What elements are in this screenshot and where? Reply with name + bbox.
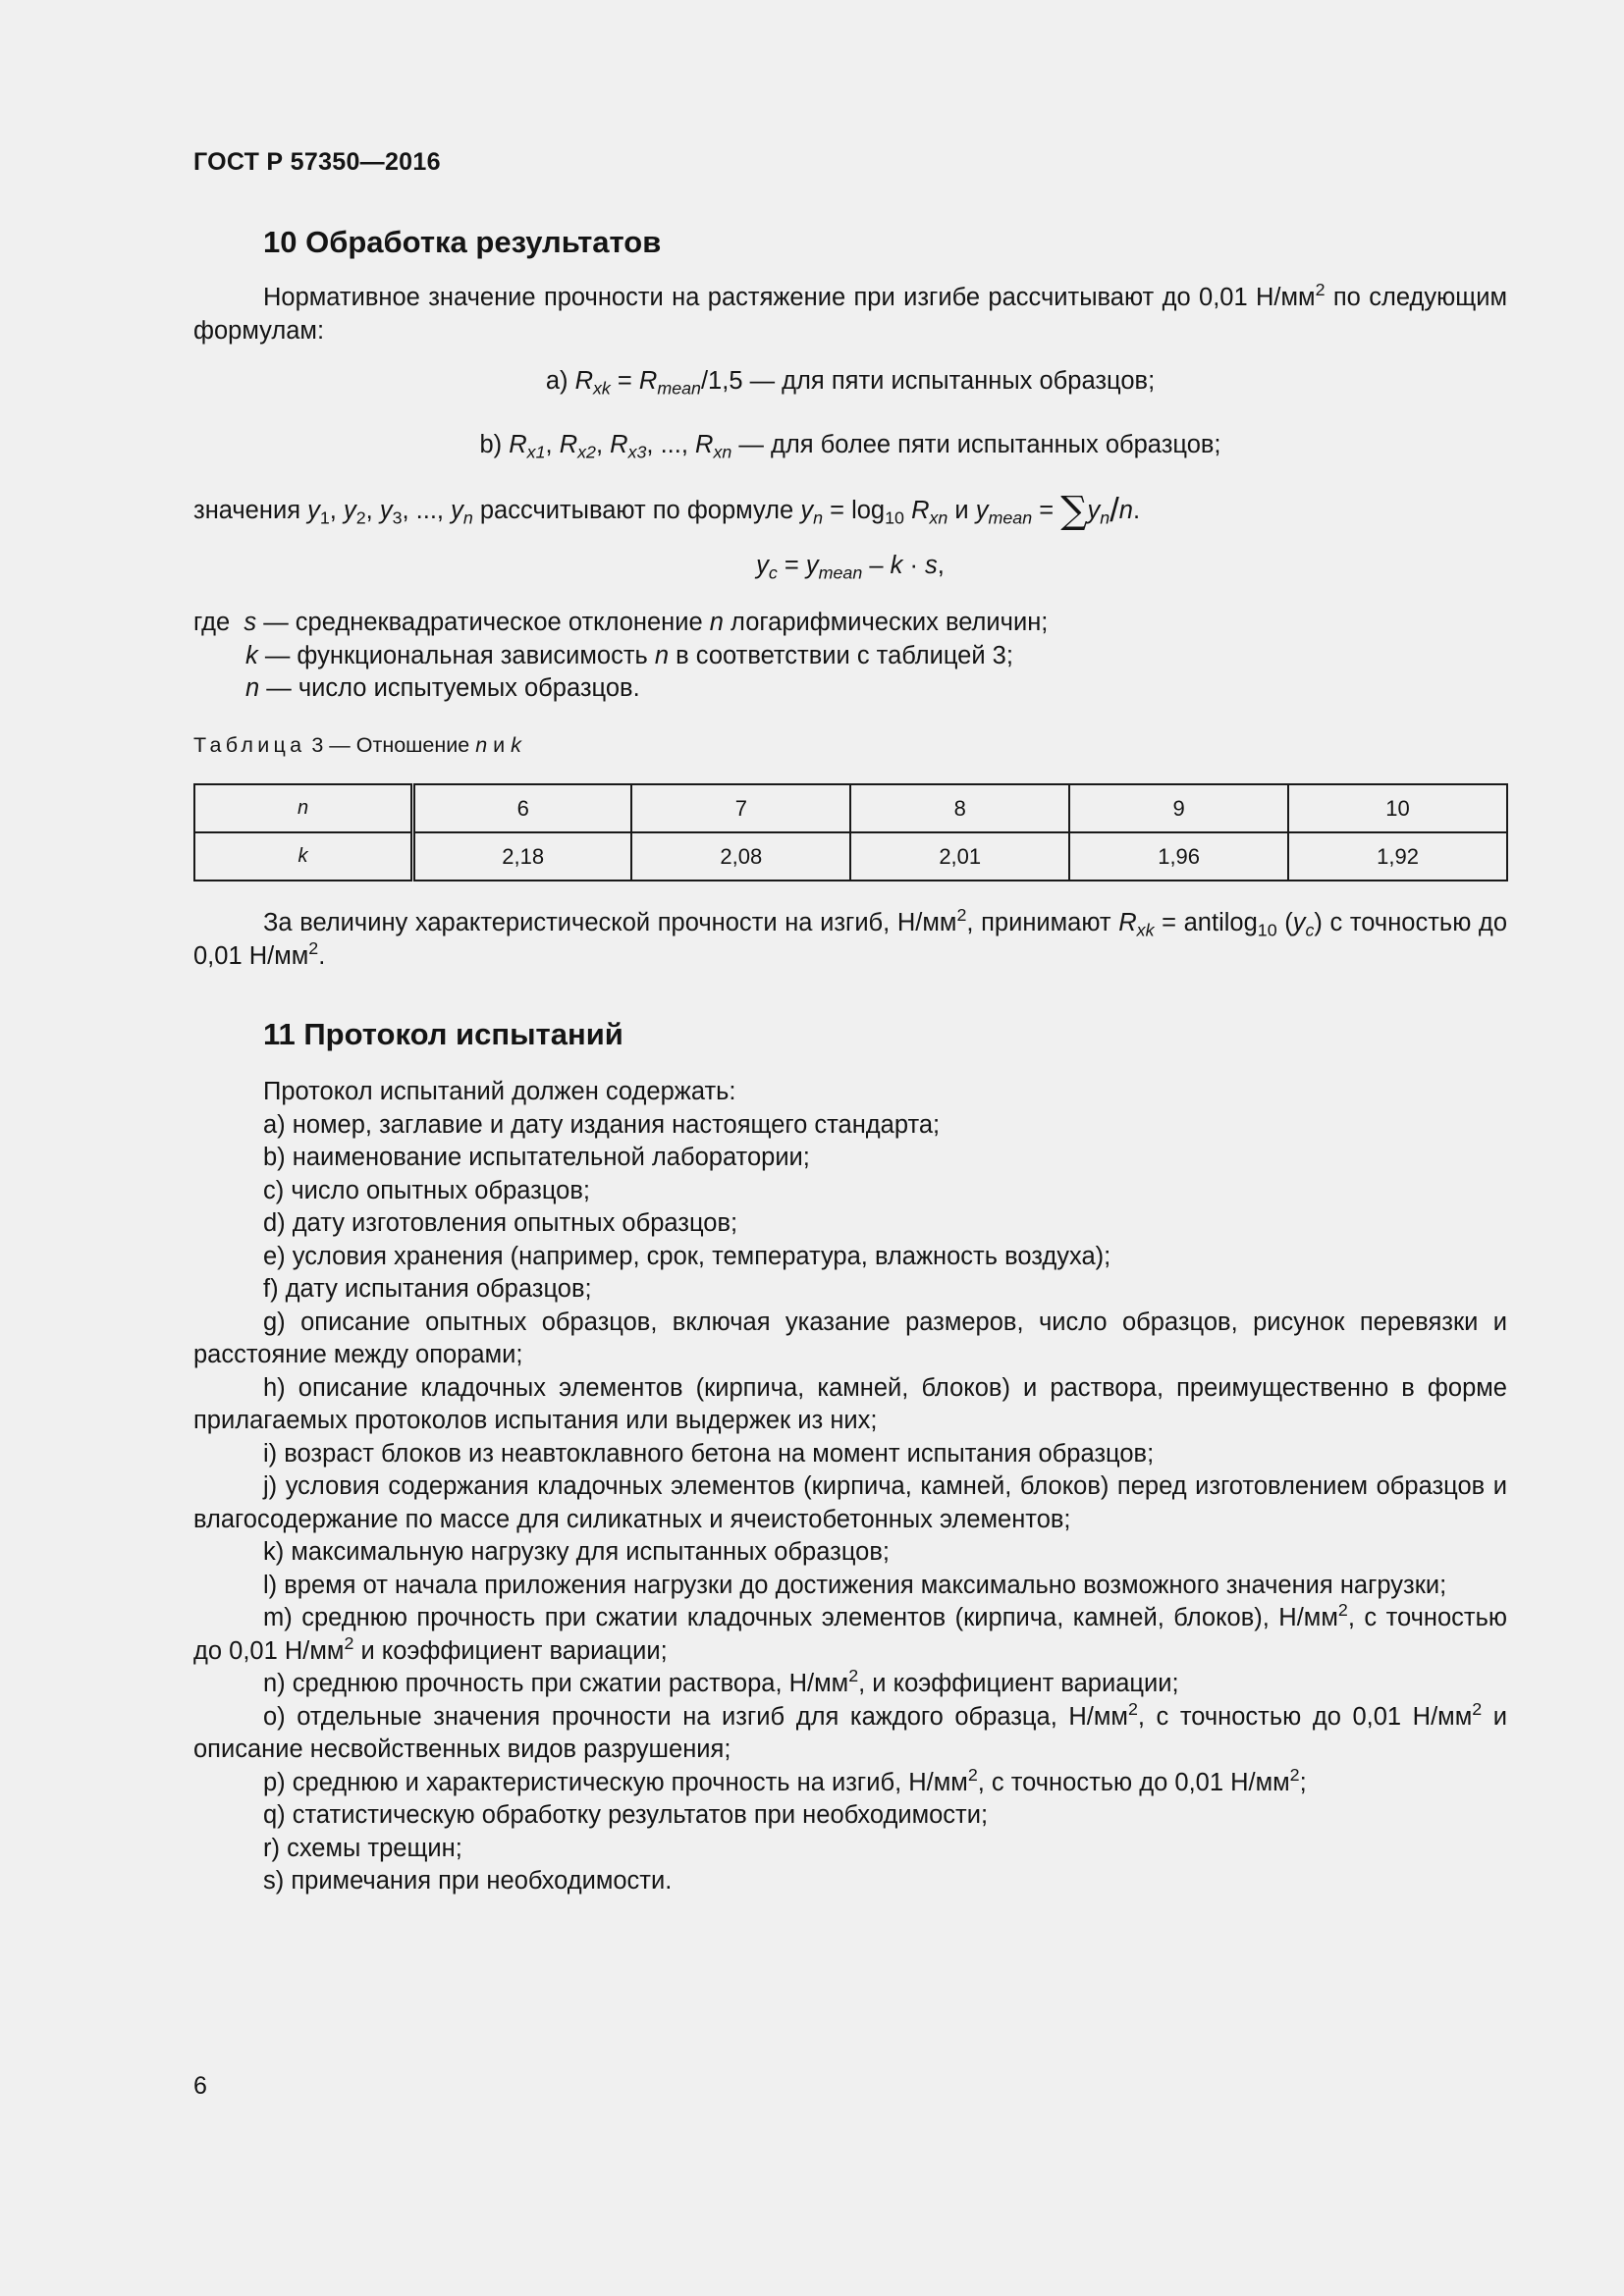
- section-10-intro: Нормативное значение прочности на растяжение при изгибе рассчитывают до 0,01 $Н/мм^2$ по следующим формулам:: [193, 280, 1507, 345]
- page-number: 6: [193, 2072, 207, 2100]
- table-cell-label: k: [194, 832, 413, 881]
- protocol-intro: Протокол испытаний должен содержать:: [263, 1078, 736, 1105]
- list-item: s) примечания при необходимости.: [263, 1867, 673, 1895]
- table-cell: 8: [850, 784, 1069, 832]
- definition-n: n — число испытуемых образцов.: [245, 674, 640, 702]
- list-item: a) номер, заглавие и дату издания настоящего стандарта;: [263, 1110, 941, 1139]
- table-cell: 2,01: [850, 832, 1069, 881]
- table-3-caption: Таблица 3 — Отношение n и k: [193, 733, 521, 757]
- table-cell: 7: [631, 784, 850, 832]
- characteristic-strength-paragraph: За величину характеристической прочности на изгиб, $Н/мм^2$, принимают $R_{xk}$ = antilog$_{10}$ $(y_c)$ с точностью до 0,01 $Н/мм^2$.: [193, 905, 1507, 970]
- y-values-formula: значения $y_1$, $y_2$, $y_3$, ..., $y_n$ рассчитывают по формуле $y_n = \log_{10} R_{xn}$ и $y_{mean} = \sum y_n/n$.: [193, 488, 1141, 533]
- list-item: h) описание кладочных элементов (кирпича, камней, блоков) и раствора, преимущественно в форме прилагаемых протоколов испытания или выдержек из них;: [193, 1373, 1507, 1434]
- table-row-n: [194, 784, 1507, 832]
- list-item: q) статистическую обработку результатов при необходимости;: [263, 1801, 989, 1829]
- list-item-o: o) отдельные значения прочности на изгиб для каждого образца, $Н/мм^2$, с точностью до 0,01 $Н/мм^2$ и описание несвойственных видов разрушения;: [193, 1698, 1507, 1763]
- section-10-heading: 10 Обработка результатов: [263, 225, 662, 259]
- list-item: f) дату испытания образцов;: [263, 1275, 592, 1303]
- definition-k: k — функциональная зависимость n в соответствии с таблицей 3;: [245, 641, 1013, 669]
- formula-a: а) $R_{xk} = R_{mean}/1,5$ — для пяти испытанных образцов;: [545, 367, 1156, 399]
- table-cell: 2,18: [413, 832, 632, 881]
- list-item: d) дату изготовления опытных образцов;: [263, 1209, 738, 1237]
- table-cell: 10: [1288, 784, 1507, 832]
- list-item: j) условия содержания кладочных элементов (кирпича, камней, блоков) перед изготовлением образцов и влагосодержание по массе для силикатных и ячеистобетонных элементов;: [193, 1472, 1507, 1533]
- table-cell: 1,96: [1069, 832, 1288, 881]
- formula-yc: $y_c = y_{mean} - k \cdot s$,: [756, 552, 945, 583]
- formula-b: b) $R_{x1}$, $R_{x2}$, $R_{x3}$, ..., $R_{xn}$ — для более пяти испытанных образцов;: [479, 431, 1221, 462]
- list-item-p: p) среднюю и характеристическую прочность на изгиб, $Н/мм^2$, с точностью до 0,01 $Н/мм^2$;: [263, 1764, 1307, 1796]
- list-item: c) число опытных образцов;: [263, 1176, 590, 1204]
- table-cell-label: n: [194, 784, 413, 832]
- list-item-m: m) среднюю прочность при сжатии кладочных элементов (кирпича, камней, блоков), $Н/мм^2$, с точностью до 0,01 $Н/мм^2$ и коэффициент вариации;: [193, 1600, 1507, 1665]
- table-cell: 9: [1069, 784, 1288, 832]
- definition-s: где s — среднеквадратическое отклонение n логарифмических величин;: [193, 609, 1049, 636]
- document-header-id: ГОСТ Р 57350—2016: [193, 148, 441, 176]
- table-3: [193, 783, 1508, 881]
- list-item: r) схемы трещин;: [263, 1834, 462, 1862]
- list-item: l) время от начала приложения нагрузки до достижения максимально возможного значения нагрузки;: [263, 1571, 1447, 1599]
- list-item: k) максимальную нагрузку для испытанных образцов;: [263, 1538, 890, 1566]
- list-item: g) описание опытных образцов, включая указание размеров, число образцов, рисунок перевязки и расстояние между опорами;: [193, 1308, 1507, 1368]
- table-cell: 6: [413, 784, 632, 832]
- protocol-list: [193, 1076, 1507, 1898]
- table-cell: 1,92: [1288, 832, 1507, 881]
- table-cell: 2,08: [631, 832, 850, 881]
- list-item: b) наименование испытательной лаборатории;: [263, 1144, 810, 1171]
- list-item: i) возраст блоков из неавтоклавного бетона на момент испытания образцов;: [263, 1439, 1155, 1468]
- table-row-k: [194, 832, 1507, 881]
- list-item: e) условия хранения (например, срок, температура, влажность воздуха);: [263, 1242, 1111, 1270]
- variable-definitions: [193, 607, 1507, 706]
- section-11-heading: 11 Протокол испытаний: [263, 1017, 623, 1051]
- list-item-n: n) среднюю прочность при сжатии раствора, $Н/мм^2$, и коэффициент вариации;: [263, 1666, 1179, 1697]
